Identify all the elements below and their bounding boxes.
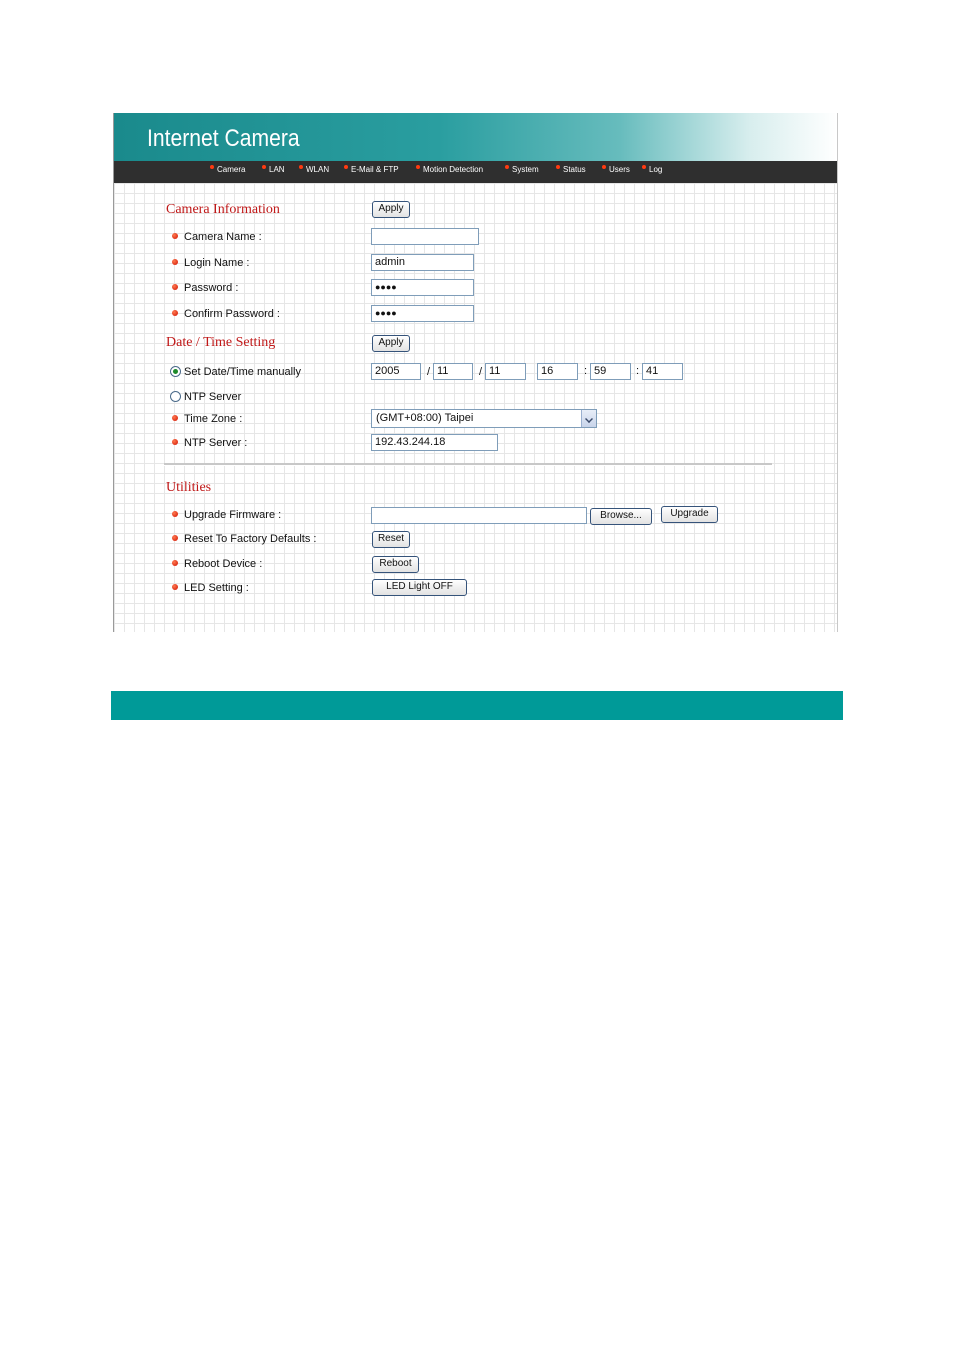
radio-selected-icon[interactable] xyxy=(170,366,181,377)
bullet-icon xyxy=(172,560,178,566)
bullet-icon xyxy=(172,233,178,239)
camera-info-apply-button[interactable]: Apply xyxy=(372,201,410,218)
nav-item-system[interactable]: System xyxy=(505,165,539,174)
time-zone-label: Time Zone : xyxy=(172,413,242,425)
reset-button[interactable]: Reset xyxy=(372,531,410,548)
bullet-icon xyxy=(172,535,178,541)
date-time-setting-title: Date / Time Setting xyxy=(166,335,276,350)
nav-item-motion-detection[interactable]: Motion Detection xyxy=(416,165,483,174)
bullet-icon xyxy=(416,165,420,169)
camera-settings-window xyxy=(113,113,838,632)
bullet-icon xyxy=(172,259,178,265)
bullet-icon xyxy=(172,284,178,290)
camera-name-label: Camera Name : xyxy=(172,231,262,243)
bullet-icon xyxy=(602,165,606,169)
bullet-icon xyxy=(556,165,560,169)
nav-item-log[interactable]: Log xyxy=(642,165,662,174)
time-separator: : xyxy=(584,365,588,377)
second-input[interactable]: 41 xyxy=(642,363,683,380)
ntp-server-label: NTP Server : xyxy=(172,437,247,449)
bullet-icon xyxy=(172,310,178,316)
browse-button[interactable]: Browse... xyxy=(590,508,652,525)
nav-item-status[interactable]: Status xyxy=(556,165,586,174)
upgrade-button[interactable]: Upgrade xyxy=(661,506,718,523)
chevron-down-icon[interactable] xyxy=(581,410,596,427)
minute-input[interactable]: 59 xyxy=(590,363,631,380)
camera-name-input[interactable] xyxy=(371,228,479,245)
ntp-server-input[interactable]: 192.43.244.18 xyxy=(371,434,498,451)
bullet-icon xyxy=(642,165,646,169)
login-name-label: Login Name : xyxy=(172,257,249,269)
nav-item-lan[interactable]: LAN xyxy=(262,165,285,174)
nav-item-wlan[interactable]: WLAN xyxy=(299,165,329,174)
bullet-icon xyxy=(172,511,178,517)
reset-factory-defaults-label: Reset To Factory Defaults : xyxy=(172,533,316,545)
ntp-server-option[interactable]: NTP Server xyxy=(170,391,241,403)
date-separator: / xyxy=(427,366,431,378)
year-input[interactable]: 2005 xyxy=(371,363,421,380)
bullet-icon xyxy=(172,439,178,445)
confirm-password-input[interactable]: ●●●● xyxy=(371,305,474,322)
confirm-password-label: Confirm Password : xyxy=(172,308,280,320)
teal-divider-bar xyxy=(111,691,843,720)
header-banner xyxy=(114,113,837,161)
app-title: Internet Camera xyxy=(147,125,300,152)
bullet-icon xyxy=(344,165,348,169)
bullet-icon xyxy=(172,584,178,590)
section-divider xyxy=(164,463,772,466)
bullet-icon xyxy=(172,415,178,421)
radio-unselected-icon[interactable] xyxy=(170,391,181,402)
day-input[interactable]: 11 xyxy=(485,363,526,380)
date-time-apply-button[interactable]: Apply xyxy=(372,335,410,352)
bullet-icon xyxy=(299,165,303,169)
nav-item-email-ftp[interactable]: E-Mail & FTP xyxy=(344,165,399,174)
nav-bar xyxy=(114,161,837,183)
reboot-button[interactable]: Reboot xyxy=(372,556,419,573)
led-light-off-button[interactable]: LED Light OFF xyxy=(372,579,467,596)
login-name-input[interactable]: admin xyxy=(371,254,474,271)
firmware-file-input[interactable] xyxy=(371,507,587,524)
hour-input[interactable]: 16 xyxy=(537,363,578,380)
time-zone-select[interactable]: (GMT+08:00) Taipei xyxy=(371,409,597,428)
date-separator: / xyxy=(479,366,483,378)
nav-item-camera[interactable]: Camera xyxy=(210,165,245,174)
bullet-icon xyxy=(505,165,509,169)
led-setting-label: LED Setting : xyxy=(172,582,249,594)
upgrade-firmware-label: Upgrade Firmware : xyxy=(172,509,281,521)
nav-item-users[interactable]: Users xyxy=(602,165,630,174)
set-date-time-manually-option[interactable]: Set Date/Time manually xyxy=(170,366,301,378)
password-label: Password : xyxy=(172,282,238,294)
camera-information-title: Camera Information xyxy=(166,202,280,217)
password-input[interactable]: ●●●● xyxy=(371,279,474,296)
month-input[interactable]: 11 xyxy=(433,363,473,380)
reboot-device-label: Reboot Device : xyxy=(172,558,262,570)
bullet-icon xyxy=(210,165,214,169)
bullet-icon xyxy=(262,165,266,169)
time-separator: : xyxy=(636,365,640,377)
utilities-title: Utilities xyxy=(166,480,212,495)
